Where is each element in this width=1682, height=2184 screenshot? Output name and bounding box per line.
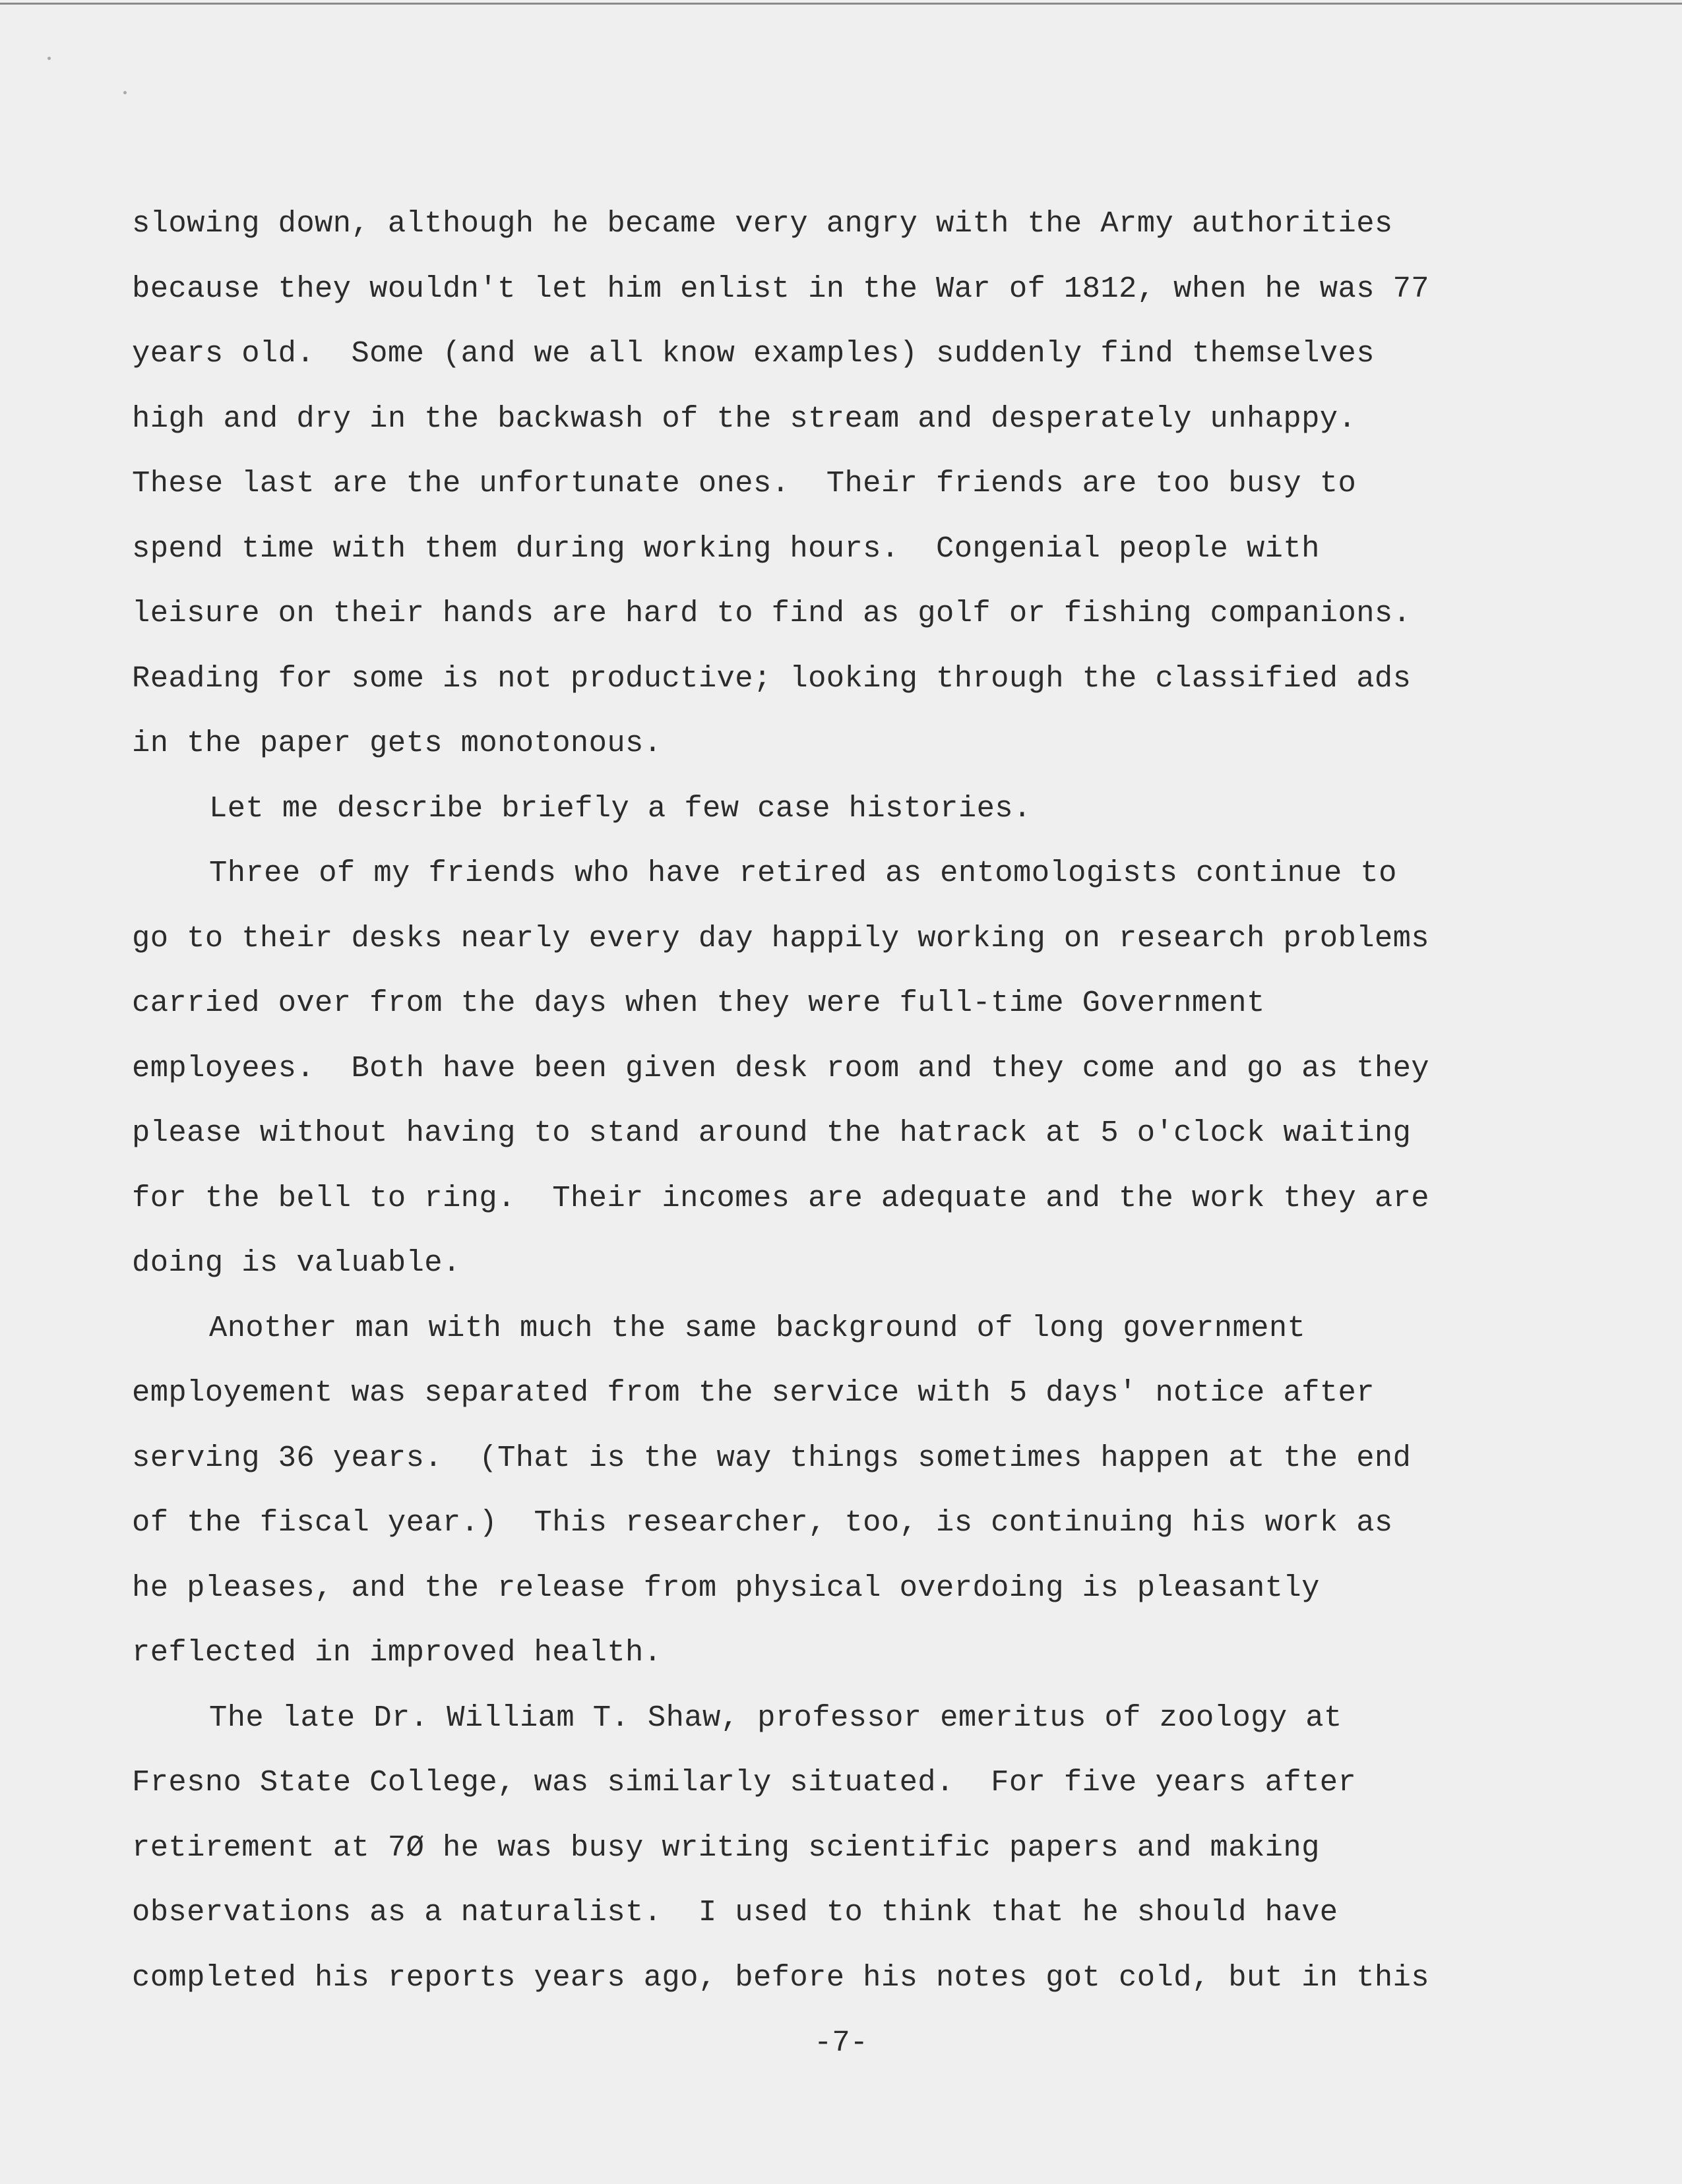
scan-speck (47, 57, 51, 60)
body-text (132, 191, 1570, 2010)
text-line: Reading for some is not productive; looking through the classified ads (132, 661, 1412, 696)
scan-top-edge (0, 3, 1682, 5)
paragraph (132, 841, 1570, 1296)
text-line: spend time with them during working hours. Congenial people with (132, 531, 1320, 566)
text-line: leisure on their hands are hard to find as golf or fishing companions. (132, 596, 1412, 630)
paragraph (132, 776, 1570, 841)
text-line: The late Dr. William T. Shaw, professor emeritus of zoology at (209, 1700, 1342, 1735)
text-line: in the paper gets monotonous. (132, 726, 662, 760)
text-line: completed his reports years ago, before his notes got cold, but in this (132, 1960, 1430, 1995)
text-line: high and dry in the backwash of the stream and desperately unhappy. (132, 401, 1357, 436)
text-line: Three of my friends who have retired as entomologists continue to (209, 856, 1397, 890)
text-line: reflected in improved health. (132, 1635, 662, 1670)
text-line: because they wouldn't let him enlist in the War of 1812, when he was 77 (132, 271, 1430, 306)
text-line: he pleases, and the release from physical overdoing is pleasantly (132, 1570, 1320, 1605)
text-line: employement was separated from the service with 5 days' notice after (132, 1376, 1375, 1410)
text-line: Let me describe briefly a few case histories. (209, 791, 1032, 826)
text-line: Another man with much the same background of long government (209, 1310, 1306, 1345)
text-line: for the bell to ring. Their incomes are adequate and the work they are (132, 1180, 1430, 1215)
text-line: serving 36 years. (That is the way things sometimes happen at the end (132, 1440, 1412, 1475)
text-line: Fresno State College, was similarly situated. For five years after (132, 1765, 1357, 1800)
paragraph (132, 191, 1570, 776)
text-line: of the fiscal year.) This researcher, too, is continuing his work as (132, 1505, 1393, 1540)
text-line: carried over from the days when they were full-time Government (132, 986, 1265, 1020)
text-line: These last are the unfortunate ones. Their friends are too busy to (132, 466, 1357, 501)
paragraph (132, 1685, 1570, 2011)
text-line: years old. Some (and we all know examples) suddenly find themselves (132, 336, 1375, 371)
text-line: slowing down, although he became very angry with the Army authorities (132, 206, 1393, 241)
paragraph (132, 1296, 1570, 1685)
text-line: observations as a naturalist. I used to think that he should have (132, 1895, 1338, 1929)
text-line: retirement at 7Ø he was busy writing scientific papers and making (132, 1830, 1320, 1865)
page-number: -7- (814, 2026, 868, 2060)
scan-speck (123, 91, 127, 94)
text-line: please without having to stand around the hatrack at 5 o'clock waiting (132, 1116, 1412, 1150)
text-line: employees. Both have been given desk room and they come and go as they (132, 1050, 1430, 1085)
text-line: go to their desks nearly every day happily working on research problems (132, 921, 1430, 956)
text-line: doing is valuable. (132, 1246, 461, 1280)
